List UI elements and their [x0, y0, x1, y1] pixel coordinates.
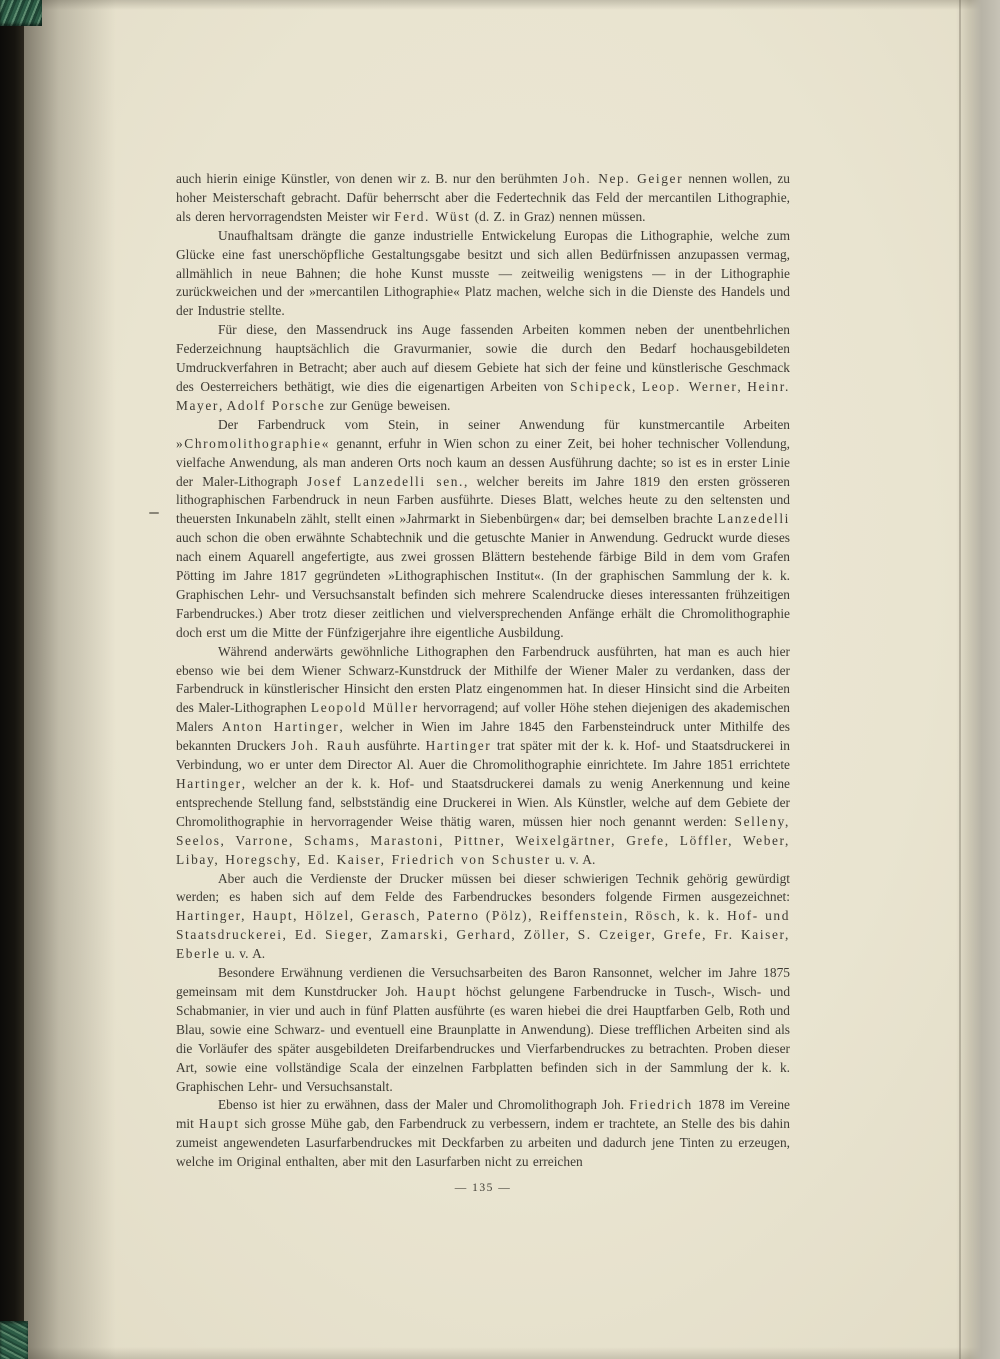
text-run: auch schon die oben erwähnte Schabtechnik und die getuschte Manier in Anwendung. Gedruckt wurde dieses nach einem Aquarell angefertigte, aus zwei grossen Blättern bestehende färbige Bild in dem vom Grafen Pötting im Jahre 1817 gegründeten »Lithographischen Institut«. (In der graphischen Sammlung der k. k. Graphischen Lehr- und Versuchsanstalt befinden sich mehrere Scalendrucke dieses interessanten frühzeitigen Farbendruckes.) Aber trotz dieser zeitlichen und vielversprechenden Anfänge erhält die Chromolithographie doch erst um die Mitte der Fünfzigerjahre ihre eigentliche Ausbildung.: [176, 530, 790, 640]
paragraph: [176, 227, 790, 322]
emphasized-name: Hartinger: [425, 738, 492, 754]
text-run: ,: [632, 378, 642, 394]
paragraph: [176, 321, 790, 416]
paragraph: [176, 964, 790, 1096]
text-run: Besondere Erwähnung verdienen die Versuchsarbeiten des Baron Ransonnet, welcher im Jahre 1875 gemeinsam mit dem Kunstdrucker Joh.: [176, 965, 790, 999]
paragraph: [176, 416, 790, 643]
emphasized-name: Schipeck: [570, 378, 632, 394]
emphasized-name: Anton Hartinger: [221, 719, 340, 735]
emphasized-name: Joh. Rauh: [291, 738, 362, 754]
text-run: trat später mit der k. k. Hof- und Staatsdruckerei in Verbindung, wo er unter dem Director Al. Auer die Chromolithographie einrichtete. Im Jahre 1851 errichtete: [176, 738, 790, 773]
text-run: sich grosse Mühe gab, den Farbendruck zu verbessern, indem er trachtete, an Stelle des bis dahin zumeist angewendeten Lasurfarbendruckes mit Deckfarben zu arbeiten und dadurch jene Tinten zu erzeugen, welche im Original enthalten, aber mit den Lasurfarben nicht zu erreichen: [176, 1116, 790, 1170]
green-cover-corner-bottom: [0, 1321, 28, 1359]
bottom-edge-shadow: [0, 1347, 1000, 1359]
emphasized-name: Heinr. Mayer: [176, 378, 790, 413]
text-run: ,: [218, 397, 227, 413]
emphasized-name: »Chromolithographie«: [176, 435, 330, 451]
text-run: , welcher an der k. k. Hof- und Staatsdruckerei damals zu wenig Anerkennung und keine entsprechende Stellung fand, selbstständig eine Druckerei in Wien. Als Künstler, welche auf dem Gebiete der Chromolithographie in hervorragender Weise thätig waren, müssen hier noch genannt werden:: [176, 776, 790, 829]
text-run: Der Farbendruck vom Stein, in seiner Anwendung für kunstmercantile Arbeiten: [218, 416, 790, 432]
text-run: Ebenso ist hier zu erwähnen, dass der Maler und Chromolithograph Joh.: [218, 1097, 630, 1113]
text-run: zur Genüge beweisen.: [325, 397, 451, 413]
emphasized-name: Hartinger: [176, 776, 242, 791]
text-run: ,: [737, 378, 748, 394]
text-run: (d. Z. in Graz) nennen müssen.: [470, 208, 646, 224]
top-edge-shadow: [0, 0, 1000, 10]
text-run: ausführte.: [361, 738, 426, 754]
paragraph: [176, 170, 790, 227]
text-run: , welcher in Wien im Jahre 1845 den Farbensteindruck unter Mithilfe des bekannten Druckers: [176, 719, 790, 754]
emphasized-name: Ferd. Wüst: [394, 208, 471, 224]
emphasized-name: Hartinger, Haupt, Hölzel, Gerasch, Paterno (Pölz), Reiffenstein, Rösch, k. k. Hof- und Staatsdruckerei, Ed. Sieger, Zamarski, Gerhard, Zöller, S. Czeiger, Grefe, Fr. Kaiser, Eberle: [176, 908, 790, 962]
text-run: hervorragend; auf voller Höhe stehen diejenigen des akademischen Malers: [176, 700, 790, 735]
text-run: Für diese, den Massendruck ins Auge fassenden Arbeiten kommen neben der unentbehrlichen Federzeichnung hauptsächlich die Gravurmanier, sowie die durch den Bedarf hochausgebildeten Umdruckverfahren in Betracht; aber auch auf diesem Gebiete hat sich der feine und künstlerische Geschmack des Oesterreichers bethätigt, wie dies die eigenartigen Arbeiten von: [176, 322, 790, 394]
text-run: u. v. A.: [550, 851, 596, 867]
text-run: , welcher bereits im Jahre 1819 den ersten grösseren lithographischen Farbendruck in neun Farben ausführte. Dieses Blatt, welches heute zu den seltensten und theuersten Inkunabeln zählt, stellt einen »Jahrmarkt in Siebenbürgen« dar; bei demselben brachte: [176, 473, 790, 527]
text-run: Aber auch die Verdienste der Drucker müssen bei dieser schwierigen Technik gehörig gewürdigt werden; es haben sich auf dem Felde des Farbendruckes besonders folgende Firmen ausgezeichnet:: [176, 870, 790, 905]
text-run: Unaufhaltsam drängte die ganze industrielle Entwickelung Europas die Lithographie, welche zum Glücke eine fast unerschöpfliche Gestaltungsgabe besitzt und sich allen Bedürfnissen anzupassen vermag, allmählich in neue Bahnen; die hohe Kunst musste — zeitweilig wenigstens — in der Lithographie zurückweichen und der »mercantilen Lithographie« Platz machen, welche sich in die Dienste des Handels und der Industrie stellte.: [176, 227, 790, 319]
emphasized-name: Leopold Müller: [310, 700, 419, 716]
emphasized-name: Josef Lanzedelli sen.: [306, 473, 464, 489]
text-run: höchst gelungene Farbendrucke in Tusch-, Wisch- und Schabmanier, in vier und auch in fünf Platten ausführte (es waren hiebei die drei Hauptfarben Gelb, Roth und Blau, sowie eine Schwarz- und eventuell eine Braunplatte in Anwendung). Diese trefflichen Arbeiten sind als die Vorläufer des später ausgebildeten Dreifarbendruckes und Vierfarbendruckes zu betrachten. Proben dieser Art, sowie eine vollständige Scala der einzelnen Farbplatten befinden sich in der Sammlung der k. k. Graphischen Lehr- und Versuchsanstalt.: [176, 983, 791, 1094]
emphasized-name: Haupt: [416, 983, 458, 999]
paragraph: [176, 643, 790, 870]
page-stack-edge: [956, 0, 1000, 1359]
text-run: genannt, erfuhr in Wien schon zu einer Zeit, bei hoher technischer Vollendung, vielfache Anwendung, als man anderen Orts noch kaum an dessen Ausführung dachte; so ist es in erster Linie der Maler-Lithograph: [176, 435, 790, 489]
page-number: — 135 —: [454, 1182, 512, 1194]
emphasized-name: Selleny, Seelos, Varrone, Schams, Marastoni, Pittner, Weixelgärtner, Grefe, Löffler, Weber, Libay, Horegschy, Ed. Kaiser, Friedrich von Schuster: [176, 813, 790, 867]
text-run: Während anderwärts gewöhnliche Lithographen den Farbendruck ausführten, hat man es auch hier ebenso wie bei dem Wiener Schwarz-Kunstdruck der Mithilfe der Wiener Maler zu verdanken, dass der Farbendruck in künstlerischer Hinsicht den ersten Platz eingenommen hat. In dieser Hinsicht sind die Arbeiten des Maler-Lithographen: [176, 643, 790, 716]
paragraph: [176, 1096, 790, 1172]
emphasized-name: Lanzedelli: [717, 511, 790, 527]
emphasized-name: Adolf Porsche: [226, 397, 326, 413]
margin-pencil-mark: [149, 512, 159, 514]
gutter-shadow: [24, 0, 116, 1359]
emphasized-name: Friedrich: [629, 1097, 693, 1113]
emphasized-name: Leop. Werner: [641, 378, 738, 394]
emphasized-name: Haupt: [198, 1116, 240, 1132]
text-run: u. v. A.: [220, 946, 266, 962]
book-binding-edge: [0, 0, 24, 1359]
text-run: 1878 im Vereine mit: [176, 1097, 790, 1132]
text-block: [176, 170, 790, 1172]
text-run: auch hierin einige Künstler, von denen wir z. B. nur den berühmten: [176, 171, 564, 186]
text-run: nennen wollen, zu hoher Meisterschaft gebracht. Dafür beherrscht aber die Federtechnik das Feld der mercantilen Lithographie, als deren hervorragendsten Meister wir: [176, 171, 790, 224]
green-cover-corner-top: [0, 0, 42, 26]
paragraph: [176, 870, 790, 965]
emphasized-name: Joh. Nep. Geiger: [563, 171, 684, 186]
